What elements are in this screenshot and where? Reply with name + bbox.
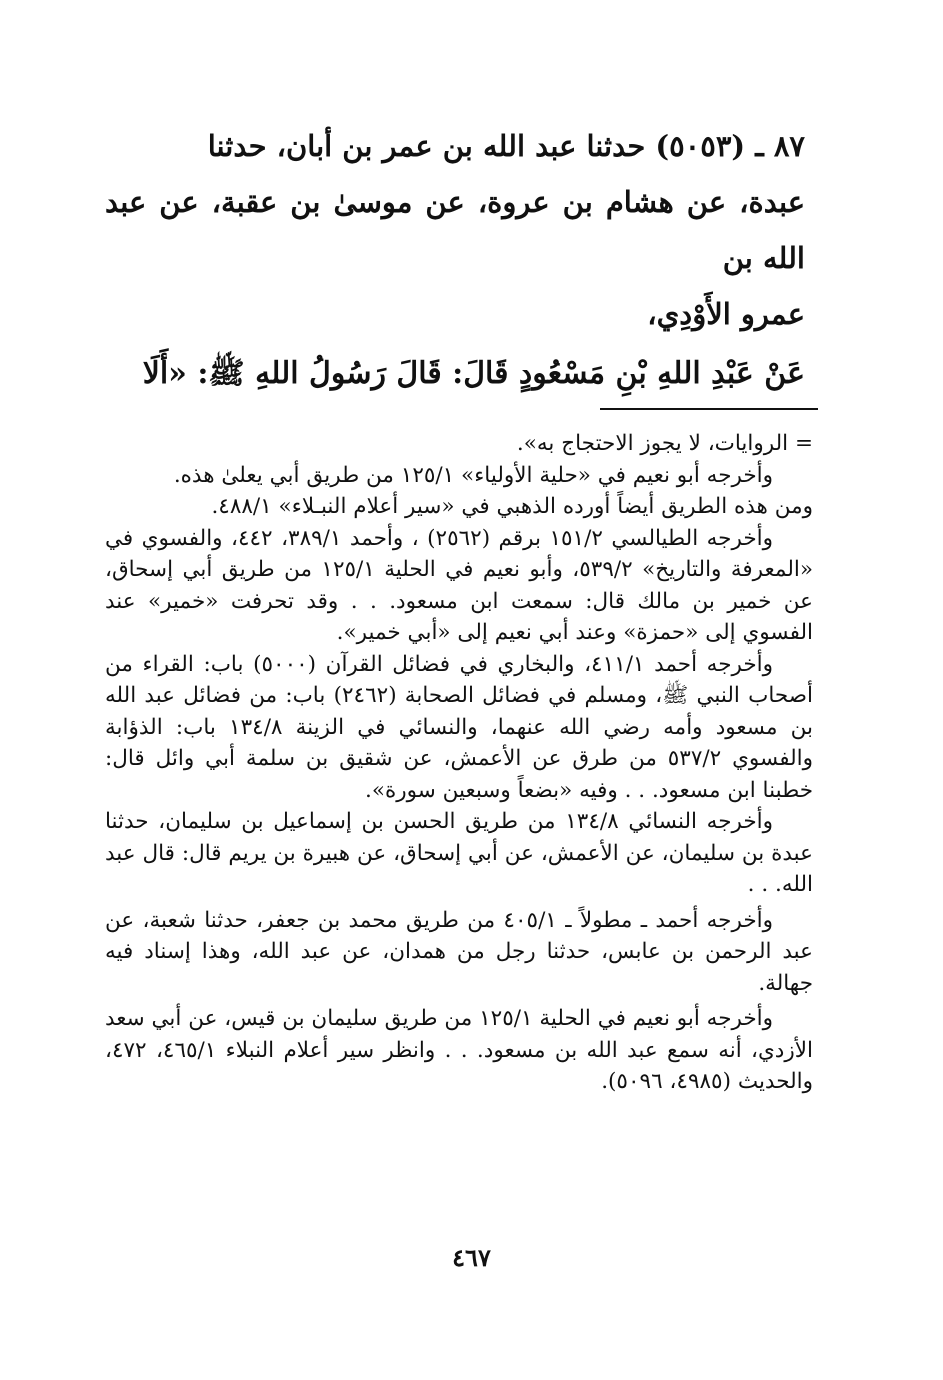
isnad-line: عبدة، عن هشام بن عروة، عن موسىٰ بن عقبة، عن عبد الله بن xyxy=(105,185,805,275)
footnote-divider xyxy=(600,408,818,410)
footnote-paragraph: وأخرجه أبو نعيم في الحلية ١٢٥/١ من طريق سليمان بن قيس، عن أبي سعد الأزدي، أنه سمع عبد الله بن مسعود. . . وانظر سير أعلام النبلاء ٤٦٥/١، ٤٧٢، والحديث (٤٩٨٥، ٥٠٩٦). xyxy=(105,1006,813,1094)
footnote-paragraph: وأخرجه أحمد ـ مطولاً ـ ٤٠٥/١ من طريق محمد بن جعفر، حدثنا شعبة، عن عبد الرحمن بن عابس، حدثنا رجل من همدان، عن عبد الله، وهذا إسناد فيه جهالة. xyxy=(105,907,813,996)
footnote-paragraph: وأخرجه أحمد ٤١١/١، والبخاري في فضائل القرآن (٥٠٠٠) باب: القراء من أصحاب النبي ﷺ، ومسلم في فضائل الصحابة (٢٤٦٢) باب: من فضائل عبد الله بن مسعود وأمه رضي الله عنهما، والنسائي في الزينة ١٣٤/٨ باب: الذؤابة والفسوي ٥٣٧/٢ من طرق عن الأعمش، عن شقيق بن سلمة أبي وائل قال: خطبنا ابن مسعود. . . وفيه «بضعاً وسبعين سورة». xyxy=(105,651,813,803)
footnote-paragraph: وأخرجه الطيالسي ١٥١/٢ برقم (٢٥٦٢) ، وأحمد ٣٨٩/١، ٤٤٢، والفسوي في «المعرفة والتاريخ» ٥٣٩/٢، وأبو نعيم في الحلية ١٢٥/١ من طريق أبي إسحاق، عن خمير بن مالك قال: سمعت ابن مسعود. . . وقد تحرفت «خمير» عند الفسوي إلى «حمزة» وعند أبي نعيم إلى «أبي خمير». xyxy=(105,525,813,645)
matn-line: عَنْ عَبْدِ اللهِ بْنِ مَسْعُودٍ قَالَ: قَالَ رَسُولُ اللهِ ﷺ: «أَلَا xyxy=(142,356,805,391)
page-number: ٤٦٧ xyxy=(452,1243,491,1272)
isnad-line: عمرو الأَوْدِي، xyxy=(647,297,805,331)
footnote-paragraph: = الروايات، لا يجوز الاحتجاج به». xyxy=(516,431,813,456)
footnote-paragraph: ومن هذه الطريق أيضاً أورده الذهبي في «سير أعلام النبـلاء» ٤٨٨/١. xyxy=(211,494,813,519)
footnote-paragraph: وأخرجه النسائي ١٣٤/٨ من طريق الحسن بن إسماعيل بن سليمان، حدثنا عبدة بن سليمان، عن الأعمش، عن أبي إسحاق، عن هبيرة بن يريم قال: قال عبد الله. . . xyxy=(105,809,813,897)
footnote-paragraph: وأخرجه أبو نعيم في «حلية الأولياء» ١٢٥/١ من طريق أبي يعلىٰ هذه. xyxy=(173,462,773,488)
isnad-line: ٨٧ ـ (٥٠٥٣) حدثنا عبد الله بن عمر بن أبان، حدثنا xyxy=(207,129,805,163)
hadith-text xyxy=(105,118,805,402)
footnotes xyxy=(105,428,813,1098)
